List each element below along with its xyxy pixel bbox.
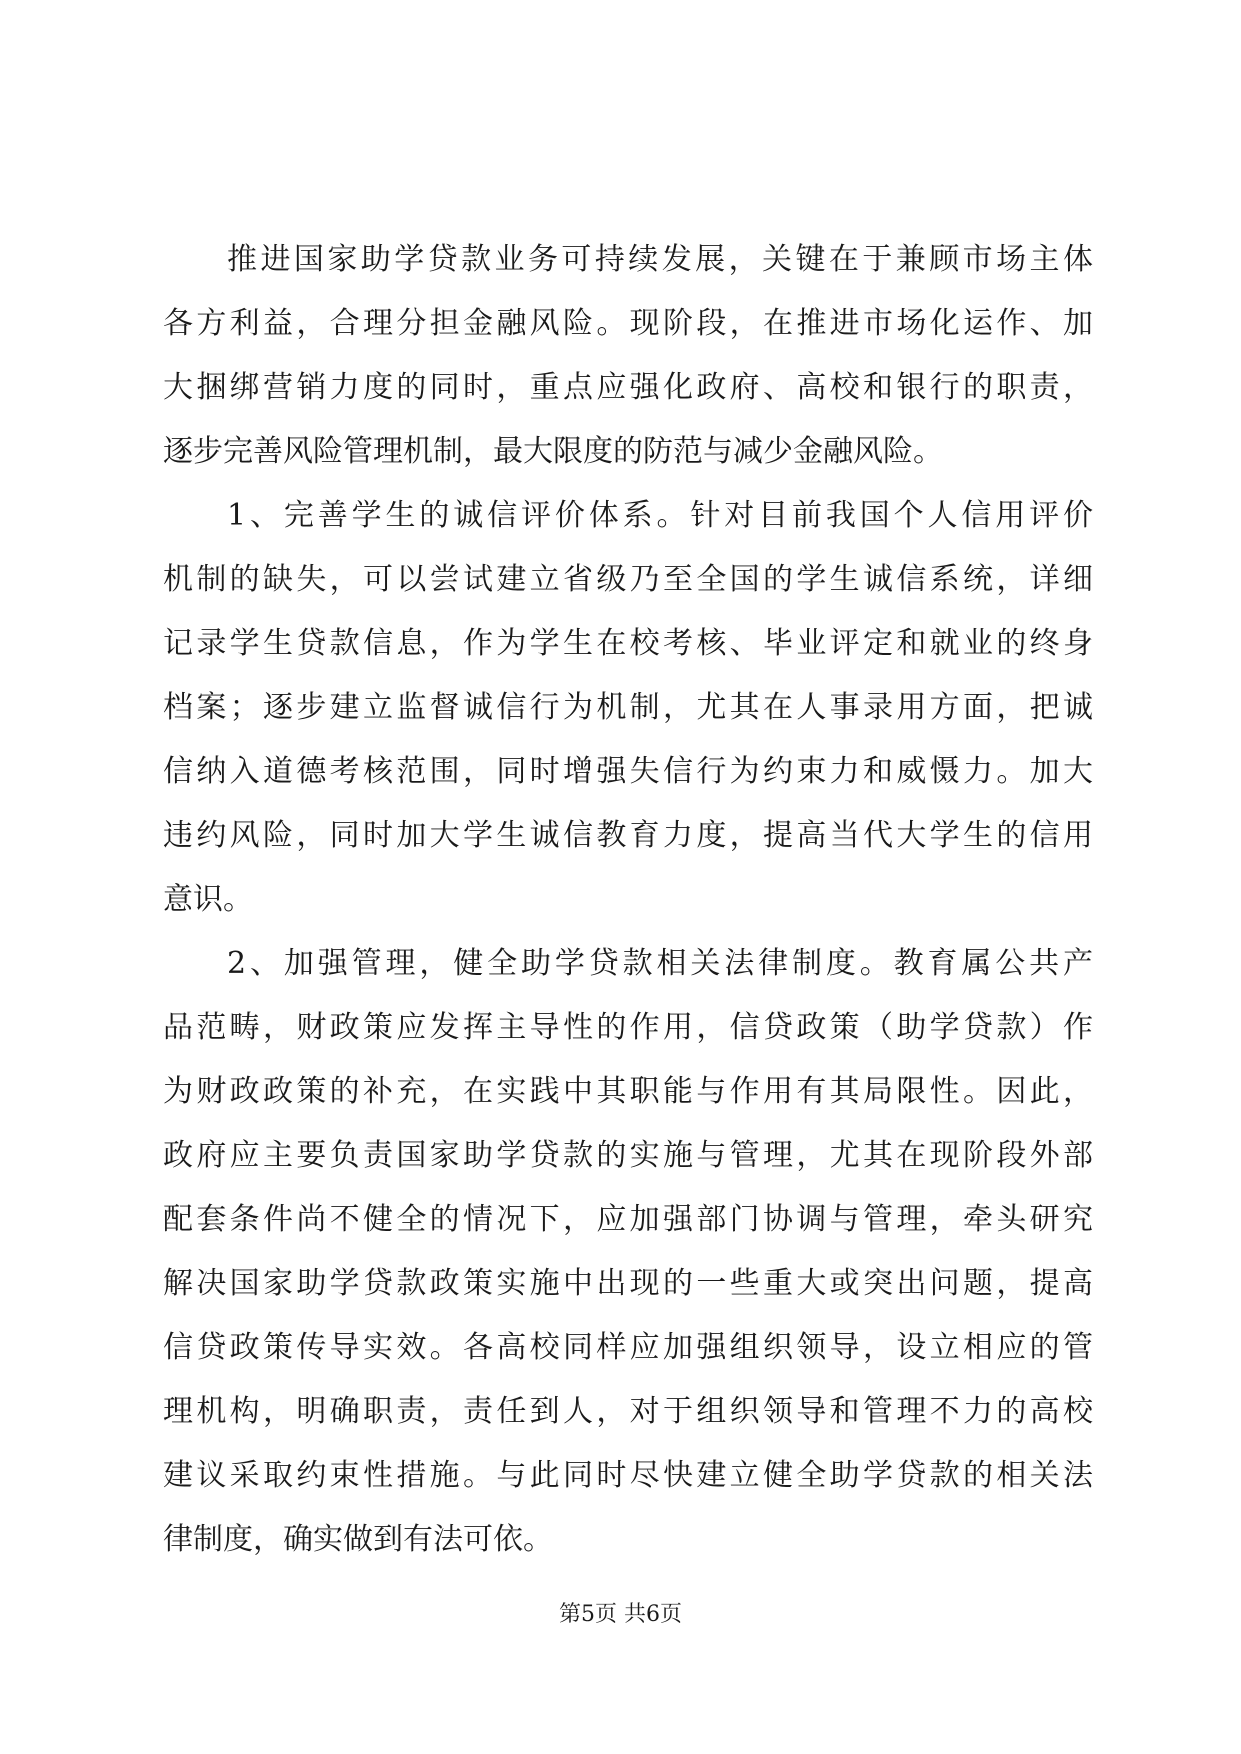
text-line: 逐步完善风险管理机制，最大限度的防范与减少金融风险。 xyxy=(163,434,943,469)
paragraph-credit-system xyxy=(163,484,1093,932)
text-line: 信纳入道德考核范围，同时增强失信行为约束力和威慑力。加大 xyxy=(163,754,1093,789)
text-line: 档案；逐步建立监督诚信行为机制，尤其在人事录用方面，把诚 xyxy=(163,690,1093,725)
text-line: 意识。 xyxy=(163,882,253,917)
text-line: 律制度，确实做到有法可依。 xyxy=(163,1522,553,1557)
document-body xyxy=(163,228,1093,1572)
text-line: 记录学生贷款信息，作为学生在校考核、毕业评定和就业的终身 xyxy=(163,626,1093,661)
text-line: 2、加强管理，健全助学贷款相关法律制度。教育属公共产 xyxy=(227,946,1093,981)
text-line: 信贷政策传导实效。各高校同样应加强组织领导，设立相应的管 xyxy=(163,1330,1093,1365)
text-line: 解决国家助学贷款政策实施中出现的一些重大或突出问题，提高 xyxy=(163,1266,1093,1301)
text-line: 1、完善学生的诚信评价体系。针对目前我国个人信用评价 xyxy=(227,498,1093,533)
text-line: 推进国家助学贷款业务可持续发展，关键在于兼顾市场主体 xyxy=(227,242,1093,277)
text-line: 机制的缺失，可以尝试建立省级乃至全国的学生诚信系统，详细 xyxy=(163,562,1093,597)
text-line: 理机构，明确职责，责任到人，对于组织领导和管理不力的高校 xyxy=(163,1394,1093,1429)
text-line: 大捆绑营销力度的同时，重点应强化政府、高校和银行的职责， xyxy=(163,370,1093,405)
page-number-footer: 第5页 共6页 xyxy=(559,1602,682,1627)
text-line: 配套条件尚不健全的情况下，应加强部门协调与管理，牵头研究 xyxy=(163,1202,1093,1237)
text-line: 为财政政策的补充，在实践中其职能与作用有其局限性。因此， xyxy=(163,1074,1093,1109)
text-line: 品范畴，财政策应发挥主导性的作用，信贷政策（助学贷款）作 xyxy=(163,1010,1093,1045)
text-line: 违约风险，同时加大学生诚信教育力度，提高当代大学生的信用 xyxy=(163,818,1093,853)
text-line: 政府应主要负责国家助学贷款的实施与管理，尤其在现阶段外部 xyxy=(163,1138,1093,1173)
paragraph-legal-system xyxy=(163,932,1093,1572)
paragraph-intro xyxy=(163,228,1093,484)
text-line: 建议采取约束性措施。与此同时尽快建立健全助学贷款的相关法 xyxy=(163,1458,1093,1493)
text-line: 各方利益，合理分担金融风险。现阶段，在推进市场化运作、加 xyxy=(163,306,1093,341)
